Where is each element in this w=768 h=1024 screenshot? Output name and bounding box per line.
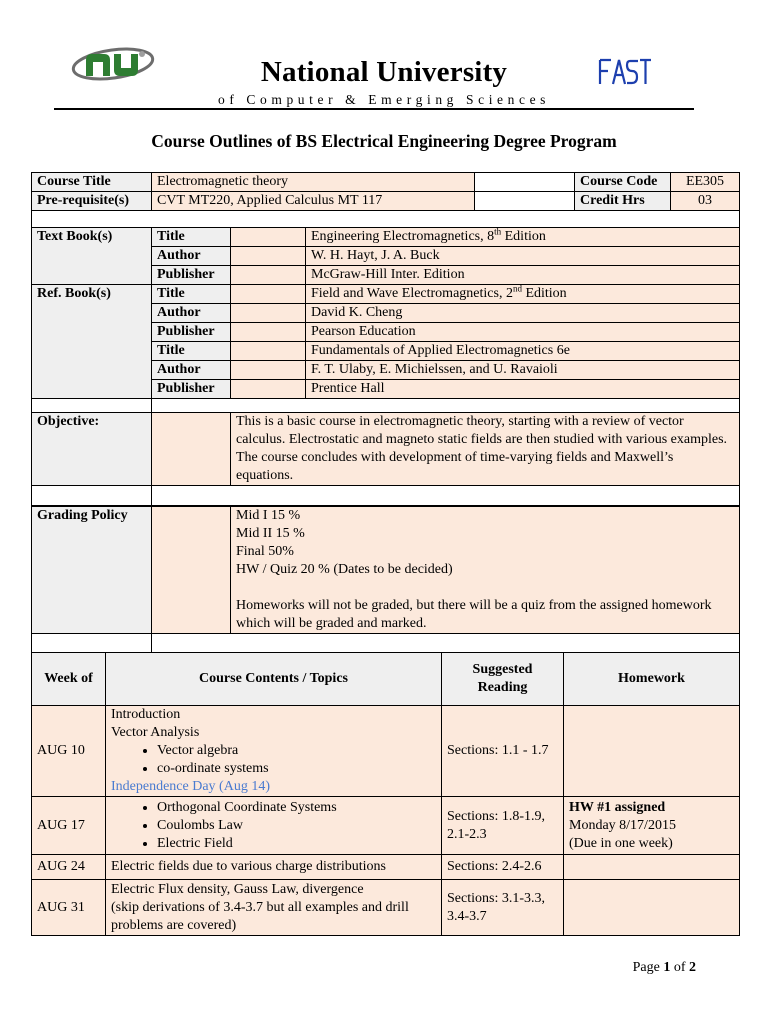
week-cell: AUG 31 bbox=[32, 880, 106, 936]
contents-cell bbox=[106, 880, 442, 936]
list-item: • Vector algebra bbox=[157, 742, 436, 760]
prereq-label: Pre-requisite(s) bbox=[32, 192, 152, 211]
book-author-value: David K. Cheng bbox=[306, 304, 740, 323]
book-publisher-value: Prentice Hall bbox=[306, 380, 740, 399]
objective-label: Objective: bbox=[32, 413, 152, 486]
homework-date: Monday 8/17/2015 bbox=[569, 817, 676, 833]
topic-line: (skip derivations of 3.4-3.7 but all examples and drill problems are covered) bbox=[111, 899, 409, 933]
blank-cell bbox=[152, 507, 231, 634]
spacer-row bbox=[32, 211, 740, 229]
blank-cell bbox=[231, 380, 306, 399]
list-item: • Coulombs Law bbox=[157, 817, 436, 835]
list-item: • Electric Field bbox=[157, 835, 436, 853]
table-row bbox=[32, 706, 740, 797]
book-author-label: Author bbox=[152, 361, 231, 380]
contents-cell bbox=[106, 706, 442, 797]
grading-details bbox=[231, 507, 740, 634]
reading-cell: Sections: 2.4-2.6 bbox=[442, 855, 564, 880]
credit-hrs-label: Credit Hrs bbox=[575, 192, 671, 211]
course-code-label: Course Code bbox=[575, 173, 671, 192]
university-subtitle: of Computer & Emerging Sciences bbox=[217, 92, 551, 107]
schedule-table bbox=[31, 652, 740, 936]
prereq-value: CVT MT220, Applied Calculus MT 117 bbox=[152, 192, 475, 211]
blank-cell bbox=[231, 266, 306, 285]
contents-header: Course Contents / Topics bbox=[106, 653, 442, 706]
homework-assigned: HW #1 assigned bbox=[569, 799, 666, 815]
topic-line: Electric Flux density, Gauss Law, divergence bbox=[111, 881, 364, 897]
homework-cell bbox=[564, 855, 740, 880]
grading-note: Homeworks will not be graded, but there will be a quiz from the assigned homework which will be graded and marked. bbox=[236, 598, 712, 631]
grading-label: Grading Policy bbox=[32, 507, 152, 634]
grading-final: Final 50% bbox=[236, 544, 294, 559]
university-name: National University bbox=[260, 56, 508, 88]
book-publisher-value: McGraw-Hill Inter. Edition bbox=[306, 266, 740, 285]
blank-cell bbox=[231, 228, 306, 247]
book-title-value: Engineering Electromagnetics, 8th Edition bbox=[306, 228, 740, 247]
book-title-value: Fundamentals of Applied Electromagnetics 6e bbox=[306, 342, 740, 361]
grading-table bbox=[31, 506, 740, 654]
spacer-cell bbox=[32, 634, 152, 654]
homework-header: Homework bbox=[564, 653, 740, 706]
course-info-table bbox=[31, 172, 740, 229]
blank-cell bbox=[231, 323, 306, 342]
week-cell: AUG 17 bbox=[32, 797, 106, 855]
objective-table bbox=[31, 412, 740, 506]
week-cell: AUG 10 bbox=[32, 706, 106, 797]
blank-cell bbox=[231, 247, 306, 266]
contents-cell bbox=[106, 797, 442, 855]
week-cell: AUG 24 bbox=[32, 855, 106, 880]
blank-cell bbox=[231, 304, 306, 323]
blank-cell bbox=[475, 173, 575, 192]
table-row bbox=[32, 855, 740, 880]
week-header: Week of bbox=[32, 653, 106, 706]
reading-cell: Sections: 1.8-1.9, 2.1-2.3 bbox=[442, 797, 564, 855]
blank-cell bbox=[231, 342, 306, 361]
course-code-value: EE305 bbox=[671, 173, 740, 192]
reading-header: Suggested Reading bbox=[442, 653, 564, 706]
spacer-cell bbox=[32, 486, 152, 506]
reading-cell: Sections: 3.1-3.3, 3.4-3.7 bbox=[442, 880, 564, 936]
spacer-cell bbox=[152, 634, 740, 654]
header-rule bbox=[54, 108, 694, 110]
course-title-value: Electromagnetic theory bbox=[152, 173, 475, 192]
page-number: Page 1 of 2 bbox=[632, 960, 696, 975]
book-author-value: W. H. Hayt, J. A. Buck bbox=[306, 247, 740, 266]
book-publisher-value: Pearson Education bbox=[306, 323, 740, 342]
course-title-label: Course Title bbox=[32, 173, 152, 192]
book-publisher-label: Publisher bbox=[152, 380, 231, 399]
homework-cell bbox=[564, 706, 740, 797]
blank-cell bbox=[475, 192, 575, 211]
holiday-note: Independence Day (Aug 14) bbox=[111, 779, 270, 794]
document-header bbox=[0, 0, 768, 115]
books-table bbox=[31, 227, 740, 417]
homework-cell bbox=[564, 797, 740, 855]
blank-cell bbox=[152, 413, 231, 486]
list-item: • co-ordinate systems bbox=[157, 760, 436, 778]
credit-hrs-value: 03 bbox=[671, 192, 740, 211]
grading-mid2: Mid II 15 % bbox=[236, 526, 305, 541]
book-author-value: F. T. Ulaby, E. Michielssen, and U. Ravaioli bbox=[306, 361, 740, 380]
document-title: Course Outlines of BS Electrical Engineering Degree Program bbox=[151, 131, 617, 151]
homework-cell bbox=[564, 880, 740, 936]
book-author-label: Author bbox=[152, 304, 231, 323]
book-publisher-label: Publisher bbox=[152, 266, 231, 285]
grading-mid1: Mid I 15 % bbox=[236, 508, 301, 523]
blank-cell bbox=[231, 361, 306, 380]
fast-logo-icon bbox=[596, 56, 652, 88]
topic-line: Vector Analysis bbox=[111, 725, 200, 740]
reading-cell: Sections: 1.1 - 1.7 bbox=[442, 706, 564, 797]
table-row bbox=[32, 797, 740, 855]
book-title-value: Field and Wave Electromagnetics, 2nd Edition bbox=[306, 285, 740, 304]
book-publisher-label: Publisher bbox=[152, 323, 231, 342]
book-title-label: Title bbox=[152, 342, 231, 361]
ref-book-label: Ref. Book(s) bbox=[32, 285, 152, 399]
spacer-cell bbox=[152, 486, 740, 506]
book-title-label: Title bbox=[152, 285, 231, 304]
text-book-label: Text Book(s) bbox=[32, 228, 152, 285]
grading-hw: HW / Quiz 20 % (Dates to be decided) bbox=[236, 562, 453, 577]
table-row bbox=[32, 880, 740, 936]
book-title-label: Title bbox=[152, 228, 231, 247]
list-item: • Orthogonal Coordinate Systems bbox=[157, 799, 436, 817]
contents-cell: Electric fields due to various charge distributions bbox=[106, 855, 442, 880]
blank-cell bbox=[231, 285, 306, 304]
book-author-label: Author bbox=[152, 247, 231, 266]
objective-text: This is a basic course in electromagnetic theory, starting with a review of vector calculus. Electrostatic and magneto static fields are then studied with various examples. The course concludes with development of time-varying fields and Maxwell’s equations. bbox=[231, 413, 740, 486]
homework-due: (Due in one week) bbox=[569, 835, 673, 851]
topic-line: Introduction bbox=[111, 707, 181, 722]
